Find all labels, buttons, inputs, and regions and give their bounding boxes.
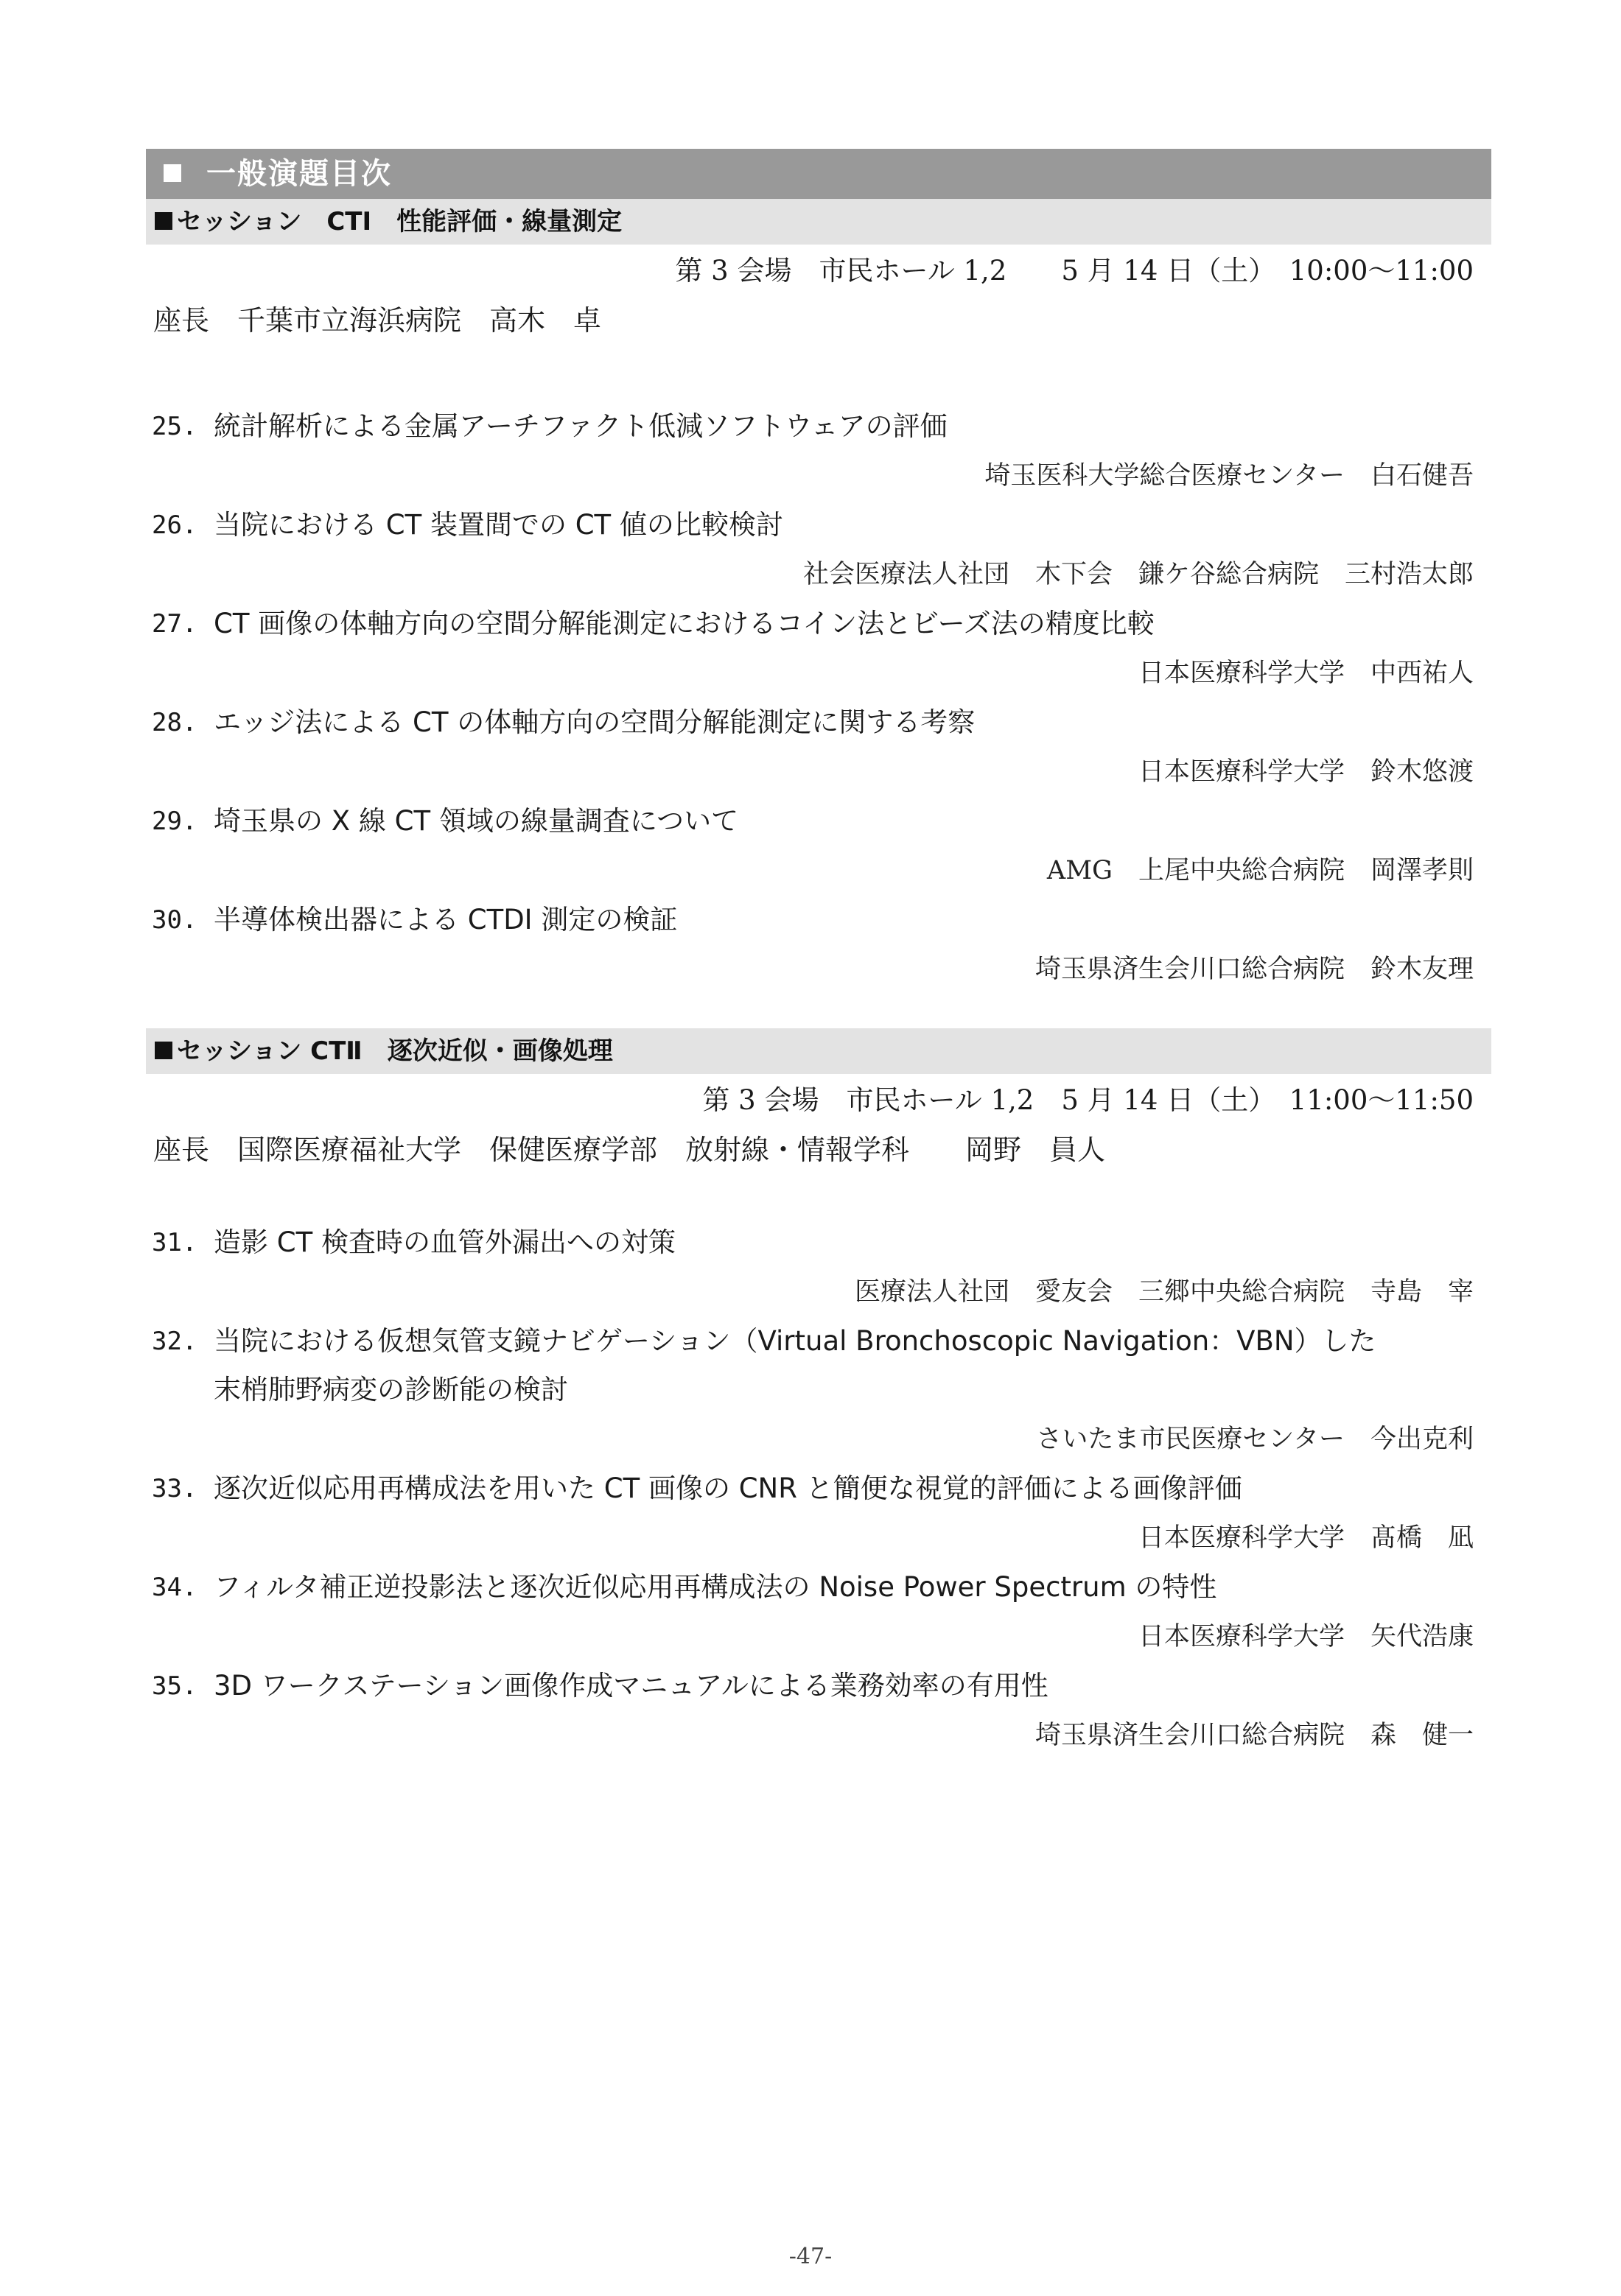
item-title: 3D ワークステーション画像作成マニュアルによる業務効率の有用性 (214, 1670, 1048, 1702)
item-number: 26. (152, 510, 197, 540)
item-title: 当院における CT 装置間での CT 値の比較検討 (214, 509, 783, 541)
presentation-item (146, 402, 1491, 501)
presentation-item (146, 896, 1491, 994)
presentation-item (146, 1317, 1491, 1464)
item-affiliation: 医療法人社団 愛友会 三郷中央総合病院 寺島 宰 (854, 1277, 1474, 1307)
item-number: 28. (152, 708, 197, 737)
section-header (146, 149, 1491, 199)
item-number: 35. (152, 1671, 197, 1701)
item-title: エッジ法による CT の体軸方向の空間分解能測定に関する考察 (214, 706, 976, 738)
item-affiliation: 日本医療科学大学 矢代浩康 (1138, 1622, 1474, 1651)
item-affiliation: 埼玉県済生会川口総合病院 森 健一 (1034, 1721, 1474, 1750)
item-affiliation: 埼玉医科大学総合医療センター 白石健吾 (984, 461, 1474, 491)
item-title: 埼玉県の X 線 CT 領域の線量調査について (214, 805, 739, 837)
item-title: 統計解析による金属アーチファクト低減ソフトウェアの評価 (214, 410, 948, 442)
session-venue: 第 3 会場 市民ホール 1,2 5 月 14 日（土） 11:00〜11:50 (702, 1084, 1474, 1116)
item-title: 半導体検出器による CTDI 測定の検証 (214, 904, 678, 935)
presentation-item (146, 1662, 1491, 1760)
item-number: 32. (152, 1327, 197, 1356)
presentation-item (146, 1563, 1491, 1662)
presentation-item (146, 501, 1491, 600)
presentation-item (146, 797, 1491, 896)
item-affiliation: 日本医療科学大学 髙橋 凪 (1138, 1523, 1474, 1553)
session-header-ct2 (146, 1028, 1491, 1074)
item-number: 34. (152, 1573, 197, 1602)
session-chair: 座長 国際医療福祉大学 保健医療学部 放射線・情報学科 岡野 員人 (153, 1134, 1106, 1166)
item-number: 33. (152, 1474, 197, 1503)
session-header-ct1 (146, 199, 1491, 245)
item-title: CT 画像の体軸方向の空間分解能測定におけるコイン法とビーズ法の精度比較 (214, 608, 1155, 639)
item-number: 27. (152, 609, 197, 639)
item-title: 逐次近似応用再構成法を用いた CT 画像の CNR と簡便な視覚的評価による画像評価 (214, 1472, 1242, 1504)
program-page (146, 149, 1491, 1760)
session-venue: 第 3 会場 市民ホール 1,2 5 月 14 日（土） 10:00〜11:00 (675, 255, 1474, 287)
item-affiliation: AMG 上尾中央総合病院 岡澤孝則 (1046, 856, 1474, 885)
session-title: セッション CTⅡ 逐次近似・画像処理 (177, 1036, 613, 1066)
item-number: 30. (152, 905, 197, 935)
item-title: 造影 CT 検査時の血管外漏出への対策 (214, 1226, 676, 1258)
square-bullet-icon (155, 1042, 172, 1059)
item-title: 当院における仮想気管支鏡ナビゲーション（Virtual Bronchoscopic Navigation：VBN）した (214, 1325, 1376, 1357)
item-affiliation: 埼玉県済生会川口総合病院 鈴木友理 (1034, 955, 1474, 984)
item-number: 29. (152, 807, 197, 836)
presentation-item (146, 600, 1491, 698)
item-title: フィルタ補正逆投影法と逐次近似応用再構成法の Noise Power Spectrum の特性 (214, 1571, 1217, 1603)
presentation-item (146, 698, 1491, 797)
session-chair: 座長 千葉市立海浜病院 高木 卓 (153, 304, 602, 337)
item-number: 25. (152, 412, 197, 441)
item-affiliation: 社会医療法人社団 木下会 鎌ケ谷総合病院 三村浩太郎 (802, 560, 1474, 589)
item-title-continued: 末梢肺野病変の診断能の検討 (214, 1374, 568, 1405)
page-number: -47- (788, 2244, 833, 2269)
item-number: 31. (152, 1228, 197, 1257)
item-affiliation: 日本医療科学大学 鈴木悠渡 (1138, 757, 1474, 787)
section-title: 一般演題目次 (206, 157, 392, 191)
square-bullet-icon (155, 212, 172, 230)
item-affiliation: 日本医療科学大学 中西祐人 (1138, 659, 1474, 688)
presentation-item (146, 1218, 1491, 1317)
item-affiliation: さいたま市民医療センター 今出克利 (1036, 1425, 1474, 1454)
presentation-item (146, 1464, 1491, 1563)
session-title: セッション CTⅠ 性能評価・線量測定 (177, 207, 623, 236)
square-bullet-icon (164, 164, 181, 182)
